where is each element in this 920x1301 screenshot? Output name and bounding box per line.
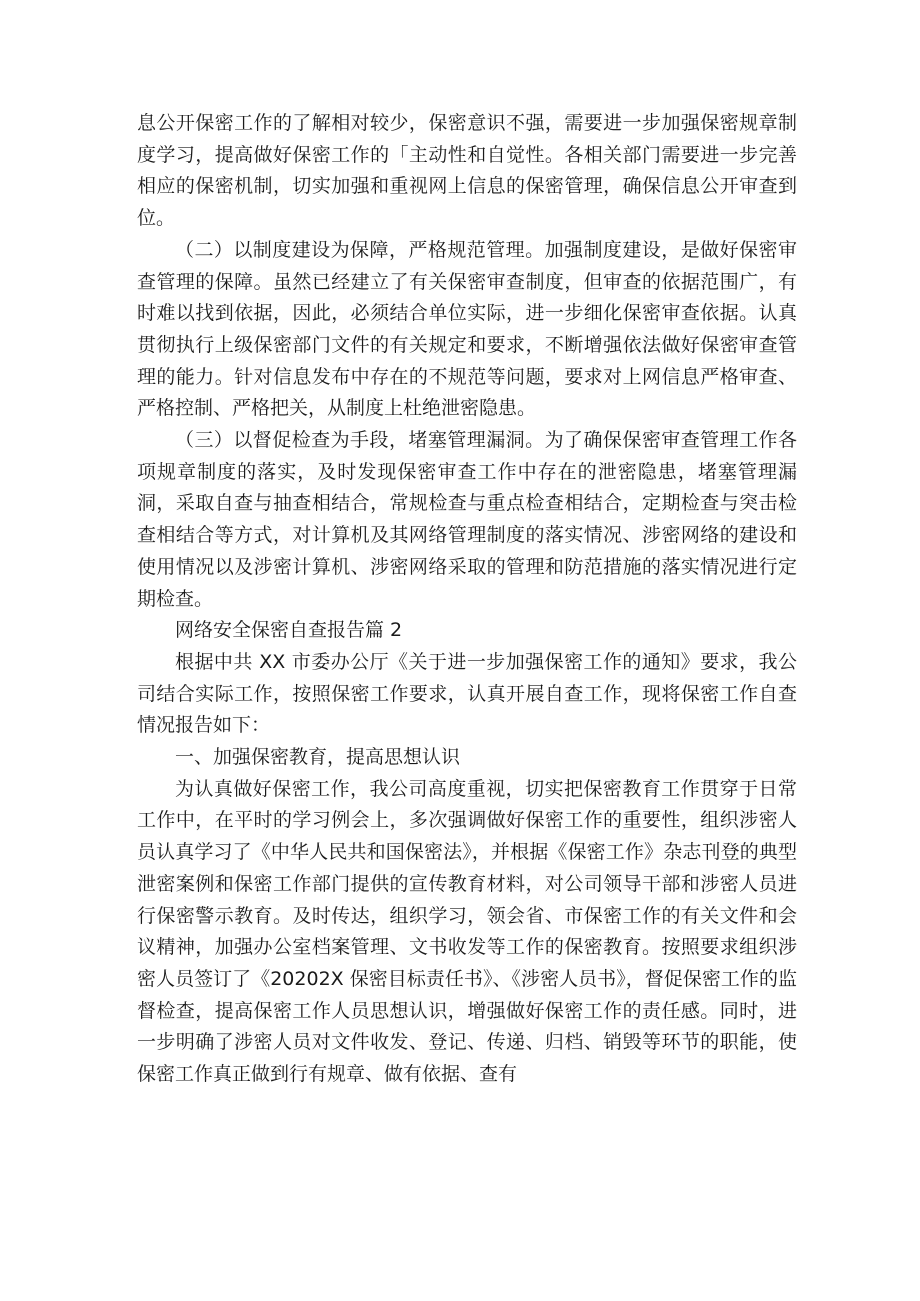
paragraph-continuation: 息公开保密工作的了解相对较少，保密意识不强，需要进一步加强保密规章制度学习，提高做好保密工作的「主动性和自觉性。各相关部门需要进一步完善相应的保密机制，切实加强和重视网上信息的保密管理，确保信息公开审查到位。: [137, 112, 797, 230]
paragraph-section-3: （三）以督促检查为手段，堵塞管理漏洞。为了确保保密审查管理工作各项规章制度的落实，及时发现保密审查工作中存在的泄密隐患，堵塞管理漏洞，采取自查与抽查相结合，常规检查与重点检查相结合，定期检查与突击检查相结合等方式，对计算机及其网络管理制度的落实情况、涉密网络的建设和使用情况以及涉密计算机、涉密网络采取的管理和防范措施的落实情况进行定期检查。: [137, 429, 797, 610]
paragraph-section-2: （二）以制度建设为保障，严格规范管理。加强制度建设，是做好保密审查管理的保障。虽然已经建立了有关保密审查制度，但审查的依据范围广，有时难以找到依据，因此，必须结合单位实际，进一步细化保密审查依据。认真贯彻执行上级保密部门文件的有关规定和要求，不断增强依法做好保密审查管理的能力。针对信息发布中存在的不规范等问题，要求对上网信息严格审查、严格控制、严格把关，从制度上杜绝泄密隐患。: [137, 238, 797, 420]
document-body: [137, 108, 797, 1091]
paragraph-intro: 根据中共 XX 市委办公厅《关于进一步加强保密工作的通知》要求，我公司结合实际工作，按照保密工作要求，认真开展自查工作，现将保密工作自查情况报告如下：: [137, 650, 797, 737]
report-title: 网络安全保密自查报告篇 2: [175, 619, 403, 642]
section-heading-1: 一、加强保密教育，提高思想认识: [175, 746, 461, 769]
paragraph-education: 为认真做好保密工作，我公司高度重视，切实把保密教育工作贯穿于日常工作中，在平时的学习例会上，多次强调做好保密工作的重要性，组织涉密人员认真学习了《中华人民共和国保密法》，并根据《保密工作》杂志刊登的典型泄密案例和保密工作部门提供的宣传教育材料，对公司领导干部和涉密人员进行保密警示教育。及时传达，组织学习，领会省、市保密工作的有关文件和会议精神，加强办公室档案管理、文书收发等工作的保密教育。按照要求组织涉密人员签订了《20202X 保密目标责任书》、《涉密人员书》，督促保密工作的监督检查，提高保密工作人员思想认识，增强做好保密工作的责任感。同时，进一步明确了涉密人员对文件收发、登记、传递、归档、销毁等环节的职能，使保密工作真正做到行有规章、做有依据、查有: [137, 777, 797, 1086]
